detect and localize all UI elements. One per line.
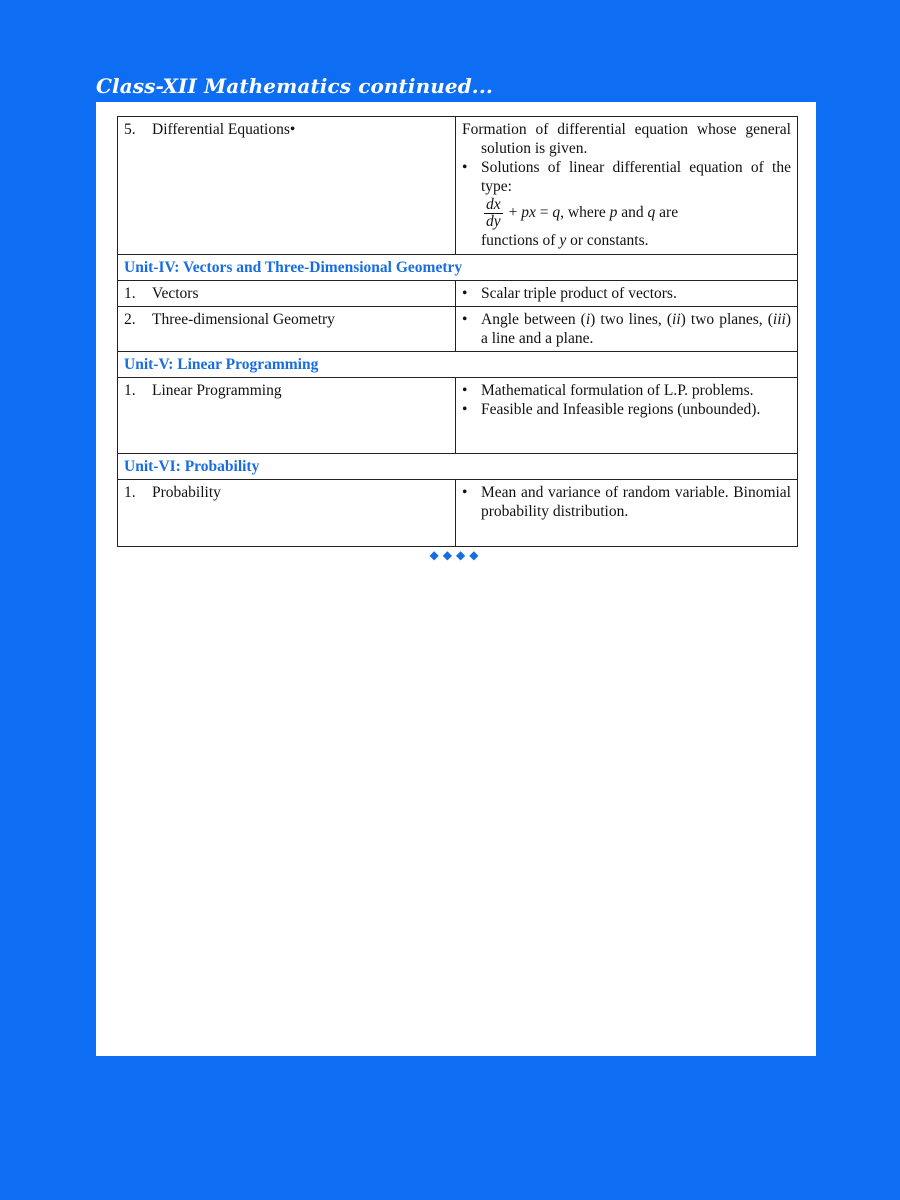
topic-cell: [118, 117, 456, 255]
bullet-text: Feasible and Infeasible regions (unbounded).: [481, 401, 761, 418]
bullet-icon: •: [462, 285, 468, 302]
unit-heading: Unit-VI: Probability: [118, 454, 798, 480]
fraction-numerator: dx: [486, 196, 501, 213]
eq-text: or constants.: [566, 232, 649, 249]
eq-text: +: [508, 204, 522, 222]
syllabus-sheet: [96, 102, 816, 1056]
table-row: [118, 281, 798, 307]
unit-heading-row: [118, 352, 798, 378]
roman-numeral: ii: [672, 311, 681, 328]
content-line: [462, 231, 791, 250]
bullet-text: Angle between (: [481, 311, 586, 328]
bullet-icon: •: [462, 382, 468, 399]
content-bullet: [462, 400, 791, 419]
eq-text: functions of: [481, 232, 560, 249]
bullet-text: ) a line and a plane.: [481, 311, 791, 347]
content-bullet: [462, 381, 791, 400]
roman-numeral: i: [585, 311, 591, 328]
unit-heading: Unit-IV: Vectors and Three-Dimensional Geometry: [118, 255, 798, 281]
row-number: 1.: [124, 285, 136, 302]
eq-text: , where: [560, 204, 610, 222]
eq-var: y: [559, 232, 567, 249]
bullet-text: Scalar triple product of vectors.: [481, 285, 677, 302]
eq-text: and: [617, 204, 648, 222]
bullet-text: Solutions of linear differential equation of the type:: [481, 159, 791, 195]
topic-label: Differential Equations•: [152, 121, 296, 138]
row-number: 1.: [124, 382, 136, 399]
content-line: Formation of differential equation whose general solution is given.: [462, 121, 791, 157]
bullet-text: ) two planes, (: [680, 311, 773, 328]
content-cell: [456, 281, 798, 307]
unit-heading: Unit-V: Linear Programming: [118, 352, 798, 378]
topic-label: Linear Programming: [152, 382, 282, 399]
bullet-text: ) two lines, (: [590, 311, 673, 328]
bullet-icon: •: [462, 401, 468, 418]
content-cell: [456, 307, 798, 352]
roman-numeral: iii: [772, 311, 786, 328]
content-cell: [456, 480, 798, 547]
content-bullet: [462, 284, 791, 303]
content-bullet: [462, 483, 791, 521]
diamond-ornament-icon: ◆◆◆◆: [429, 548, 483, 562]
content-cell: [456, 378, 798, 454]
table-row: [118, 117, 798, 255]
bullet-icon: •: [462, 311, 468, 328]
unit-heading-row: [118, 255, 798, 281]
fraction-denominator: dy: [486, 213, 501, 230]
topic-cell: [118, 378, 456, 454]
table-row: [118, 378, 798, 454]
equation: [462, 197, 791, 230]
eq-var: q: [552, 204, 561, 222]
topic-label: Vectors: [152, 285, 199, 302]
unit-heading-row: [118, 454, 798, 480]
page-header-title: Class-XII Mathematics continued...: [96, 74, 493, 98]
row-number: 2.: [124, 311, 136, 328]
eq-var: q: [647, 204, 656, 222]
bullet-icon: •: [462, 484, 468, 501]
bullet-text: Mathematical formulation of L.P. problems.: [481, 382, 754, 399]
content-cell: [456, 117, 798, 255]
row-number: 5.: [124, 121, 136, 138]
bullet-icon: •: [462, 159, 468, 176]
bullet-text: Mean and variance of random variable. Binomial probability distribution.: [481, 484, 791, 520]
topic-cell: [118, 281, 456, 307]
content-bullet: [462, 158, 791, 196]
syllabus-table: [117, 116, 798, 547]
eq-var: px: [521, 204, 536, 222]
topic-cell: [118, 307, 456, 352]
topic-label: Three-dimensional Geometry: [152, 311, 335, 328]
eq-var: p: [609, 204, 618, 222]
eq-text: =: [535, 204, 553, 222]
table-row: [118, 480, 798, 547]
topic-cell: [118, 480, 456, 547]
fraction: [484, 197, 503, 230]
eq-text: are: [655, 204, 679, 222]
topic-label: Probability: [152, 484, 221, 501]
content-bullet: [462, 310, 791, 348]
table-row: [118, 307, 798, 352]
row-number: 1.: [124, 484, 136, 501]
